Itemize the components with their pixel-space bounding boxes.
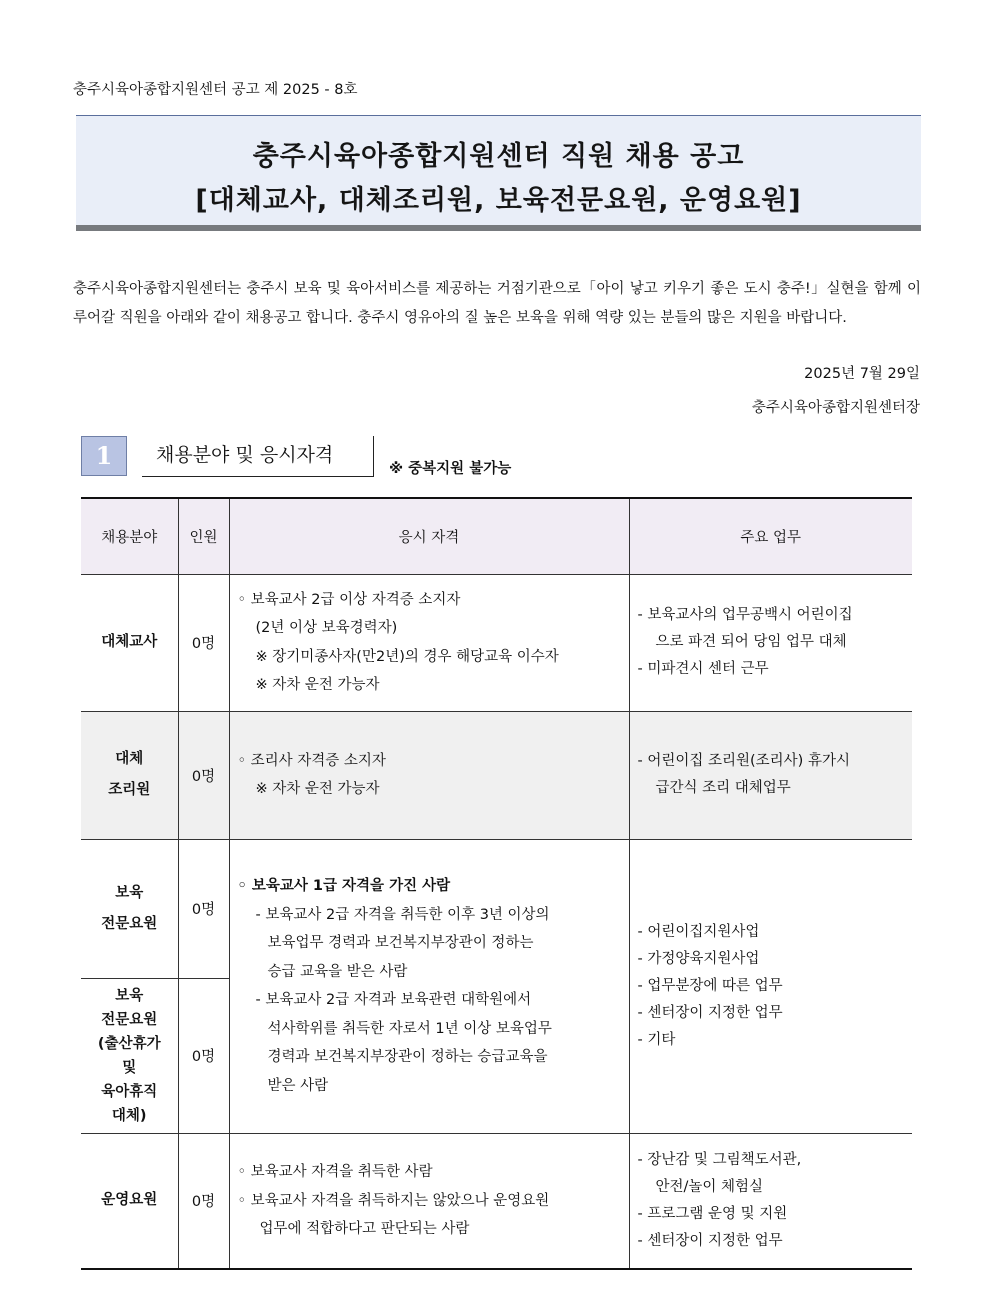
qualification-cell: ◦ 보육교사 2급 이상 자격증 소지자 (2년 이상 보육경력자) ※ 장기미종사자(만2년)의 경우 해당교육 이수자 ※ 자차 운전 가능자 xyxy=(229,574,629,711)
count-cell: 0명 xyxy=(178,978,229,1133)
count-cell: 0명 xyxy=(178,839,229,978)
qualification-cell: ◦ 조리사 자격증 소지자 ※ 자차 운전 가능자 xyxy=(229,711,629,839)
duty-cell: - 보육교사의 업무공백시 어린이집 으로 파견 되어 당임 업무 대체 - 미파견시 센터 근무 xyxy=(629,574,912,711)
table-row xyxy=(81,574,912,711)
duty-cell: - 장난감 및 그림책도서관, 안전/놀이 체험실 - 프로그램 운영 및 지원 - 센터장이 지정한 업무 xyxy=(629,1133,912,1269)
page-subtitle: [대체교사, 대체조리원, 보육전문요원, 운영요원] xyxy=(195,185,802,216)
field-cell: 보육 전문요원 (출산휴가 및 육아휴직 대체) xyxy=(81,978,178,1133)
page-title: 충주시육아종합지원센터 직원 채용 공고 xyxy=(252,141,745,172)
count-cell: 0명 xyxy=(178,1133,229,1269)
table-row xyxy=(81,839,912,978)
title-banner xyxy=(76,115,921,231)
header-qualifications: 응시 자격 xyxy=(229,498,629,574)
header-field: 채용분야 xyxy=(81,498,178,574)
count-cell: 0명 xyxy=(178,711,229,839)
notice-number: 충주시육아종합지원센터 공고 제 2025 - 8호 xyxy=(73,82,358,98)
recruitment-table xyxy=(81,497,912,1270)
duty-cell: - 어린이집 조리원(조리사) 휴가시 급간식 조리 대체업무 xyxy=(629,711,912,839)
table-row xyxy=(81,711,912,839)
field-cell: 대체 조리원 xyxy=(81,711,178,839)
notice-date: 2025년 7월 29일 xyxy=(804,366,920,382)
qualification-cell: ◦ 보육교사 자격을 취득한 사람 ◦ 보육교사 자격을 취득하지는 않았으나 운영요원 업무에 적합하다고 판단되는 사람 xyxy=(229,1133,629,1269)
header-duties: 주요 업무 xyxy=(629,498,912,574)
table-header-row xyxy=(81,498,912,574)
count-cell: 0명 xyxy=(178,574,229,711)
qualification-cell: ◦ 보육교사 1급 자격을 가진 사람 - 보육교사 2급 자격을 취득한 이후 3년 이상의 보육업무 경력과 보건복지부장관이 정하는 승급 교육을 받은 사람 - 보육교사 2급 자격과 보육관련 대학원에서 석사학위를 취득한 자로서 1년 이상 보육업무 경력과 보건복지부장관이 정하는 승급교육을 받은 사람 xyxy=(229,839,629,1133)
issuer-name: 충주시육아종합지원센터장 xyxy=(751,400,920,416)
section-title: 채용분야 및 응시자격 xyxy=(142,436,374,477)
field-cell: 대체교사 xyxy=(81,574,178,711)
section-number-badge: 1 xyxy=(81,436,127,476)
section-note: ※ 중복지원 불가능 xyxy=(389,461,512,477)
intro-paragraph: 충주시육아종합지원센터는 충주시 보육 및 육아서비스를 제공하는 거점기관으로「아이 낳고 키우기 좋은 도시 충주!」실현을 함께 이루어갈 직원을 아래와 같이 채용공고 합니다. 충주시 영유아의 질 높은 보육을 위해 역량 있는 분들의 많은 지원을 바랍니다. xyxy=(73,281,921,326)
header-count: 인원 xyxy=(178,498,229,574)
table-row xyxy=(81,1133,912,1269)
duty-cell: - 어린이집지원사업 - 가정양육지원사업 - 업무분장에 따른 업무 - 센터장이 지정한 업무 - 기타 xyxy=(629,839,912,1133)
field-cell: 보육 전문요원 xyxy=(81,839,178,978)
field-cell: 운영요원 xyxy=(81,1133,178,1269)
